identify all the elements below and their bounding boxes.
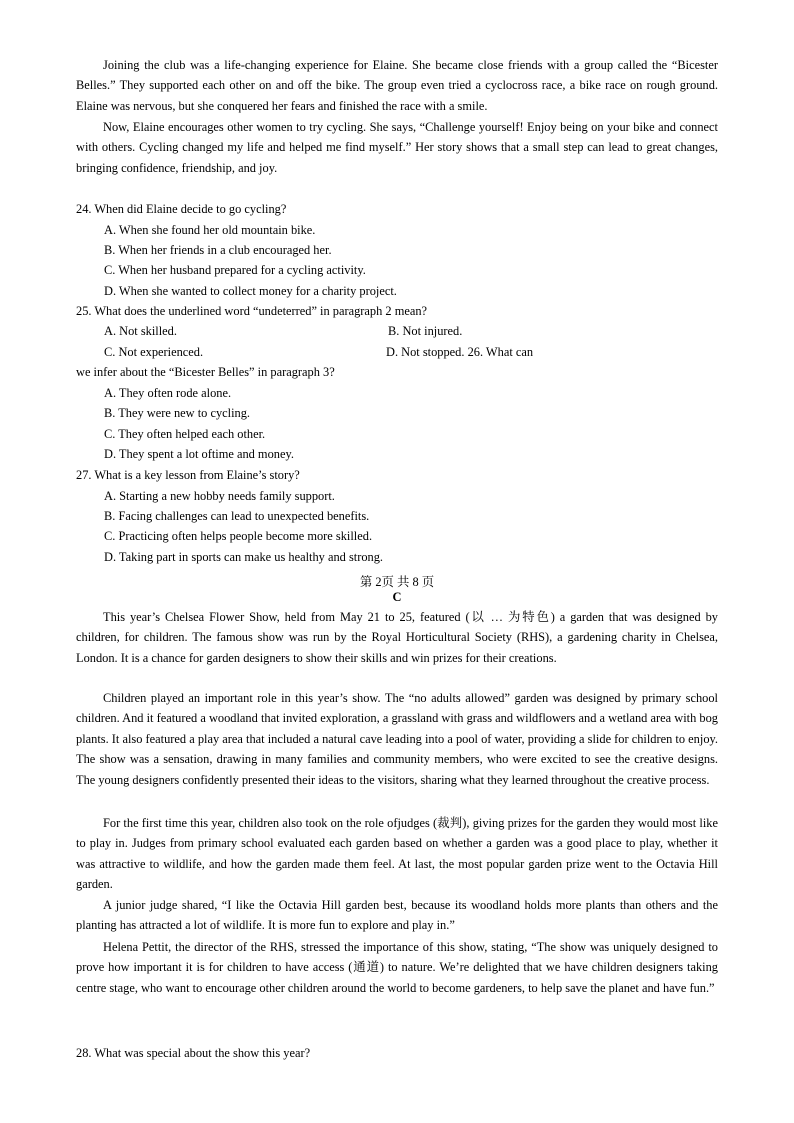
section-heading: C [392, 590, 402, 604]
question-stem: 27. What is a key lesson from Elaine’s story? [76, 468, 300, 482]
question-stem: we infer about the “Bicester Belles” in paragraph 3? [76, 365, 335, 379]
question-option: C. Practicing often helps people become more skilled. [104, 529, 373, 543]
passage-c-paragraph: Children played an important role in this year’s show. The “no adults allowed” garden was designed by primary school children. And it featured a woodland that invited exploration, a grassland with grass and wildflowers and a wetland area with bog plants. It also featured a play area that included a natural cave leading into a pool of water, providing a slide for children to enjoy. The show was a sensation, drawing in many families and community members, who were excited to see the creative designs. The young designers confidently presented their ideas to the visitors, sharing what they learned throughout the creative process. [76, 691, 718, 787]
question-option: D. They spent a lot oftime and money. [104, 447, 294, 461]
question-stem: 28. What was special about the show this year? [76, 1046, 311, 1060]
question-stem: 25. What does the underlined word “undeterred” in paragraph 2 mean? [76, 304, 428, 318]
question-stem: 24. When did Elaine decide to go cycling? [76, 202, 287, 216]
question-option: B. Facing challenges can lead to unexpected benefits. [104, 509, 370, 523]
question-option: D. When she wanted to collect money for a charity project. [104, 284, 397, 298]
question-option: C. When her husband prepared for a cycling activity. [104, 263, 366, 277]
question-option: C. Not experienced. [104, 345, 204, 359]
question-option: A. Not skilled. [104, 324, 177, 338]
passage-c-paragraph: For the first time this year, children also took on the role ofjudges (裁判), giving prizes for the garden they would most like to play in. Judges from primary school evaluated each garden based on whether a garden was a good place to play, whether it was attractive to wildlife, and how the garden made them feel. At last, the most popular garden prize went to the Octavia Hill garden. [76, 816, 718, 892]
passage-c-paragraph: A junior judge shared, “I like the Octavia Hill garden best, because its woodland holds more plants than others and the planting has attracted a lot of wildlife. It is more fun to explore and play in.” [76, 898, 718, 933]
page-number-label: 第 2页 共 8 页 [359, 575, 435, 589]
passage-b-paragraph: Joining the club was a life-changing experience for Elaine. She became close friends with a group called the “Bicester Belles.” They supported each other on and off the bike. The group even tried a cyclocross race, a bike race on rough ground. Elaine was nervous, but she conquered her fears and finished the race with a smile. [76, 58, 718, 113]
passage-c-paragraph: Helena Pettit, the director of the RHS, stressed the importance of this show, stating, “The show was uniquely designed to prove how important it is for children to have access (通道) to nature. We’re delighted that we have children designers taking centre stage, who want to encourage other children around the world to become gardeners, to help save the planet and have fun.” [76, 940, 718, 995]
question-option: A. Starting a new hobby needs family support. [104, 489, 335, 503]
passage-c-paragraph: This year’s Chelsea Flower Show, held from May 21 to 25, featured (以 … 为特色) a garden that was designed by children, for children. The famous show was run by the Royal Horticultural Society (RHS), a gardening charity in Chelsea, London. It is a chance for garden designers to show their skills and win prizes for their creations. [76, 610, 718, 665]
question-option: C. They often helped each other. [104, 427, 266, 441]
question-option: B. They were new to cycling. [104, 406, 251, 420]
question-option: D. Taking part in sports can make us healthy and strong. [104, 550, 384, 564]
question-option: D. Not stopped. 26. What can [386, 345, 534, 359]
question-option: A. They often rode alone. [104, 386, 232, 400]
question-option: B. When her friends in a club encouraged her. [104, 243, 332, 257]
question-option: A. When she found her old mountain bike. [104, 223, 316, 237]
passage-b-paragraph: Now, Elaine encourages other women to try cycling. She says, “Challenge yourself! Enjoy being on your bike and connect with others. Cycling changed my life and helped me find myself.” Her story shows that a small step can lead to great changes, bringing confidence, friendship, and joy. [76, 120, 718, 175]
question-option: B. Not injured. [388, 324, 463, 338]
